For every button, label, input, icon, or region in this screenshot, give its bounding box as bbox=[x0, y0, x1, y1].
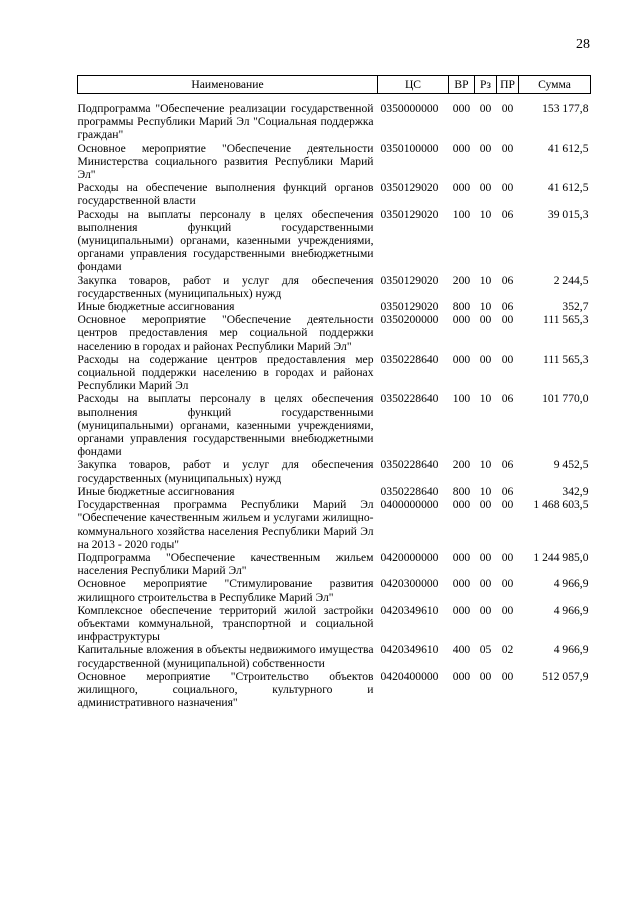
row-name: Основное мероприятие "Обеспечение деятельности Министерства социального развития Республики Марий Эл" bbox=[77, 141, 374, 182]
row-sum: 153 177,8 bbox=[542, 102, 589, 115]
table-row bbox=[78, 94, 591, 142]
row-rz: 05 bbox=[479, 643, 492, 657]
row-pr: 00 bbox=[501, 577, 514, 591]
row-vr: 000 bbox=[452, 603, 471, 617]
row-rz: 00 bbox=[479, 141, 492, 155]
row-name: Государственная программа Республики Марий Эл "Обеспечение качественным жильем и услугами жилищно-коммунального хозяйства населения Республики Марий Эл на 2013 - 2020 годы" bbox=[77, 498, 374, 551]
table-row bbox=[78, 142, 591, 182]
row-sum: 352,7 bbox=[562, 300, 589, 314]
table-row bbox=[78, 604, 591, 644]
row-rz: 10 bbox=[479, 392, 492, 406]
row-vr: 000 bbox=[452, 313, 471, 327]
row-pr: 00 bbox=[501, 498, 514, 512]
row-name: Комплексное обеспечение территорий жилой застройки объектами коммунальной, транспортной и социальной инфраструктуры bbox=[77, 603, 374, 644]
row-cs: 0350100000 bbox=[380, 141, 439, 155]
row-rz: 00 bbox=[479, 550, 492, 564]
table-row bbox=[78, 485, 591, 498]
table-row bbox=[78, 208, 591, 274]
row-pr: 00 bbox=[501, 550, 514, 564]
row-vr: 000 bbox=[452, 577, 471, 591]
row-cs: 0350129020 bbox=[380, 181, 439, 195]
row-vr: 000 bbox=[452, 102, 471, 115]
table-row bbox=[78, 300, 591, 313]
row-vr: 000 bbox=[452, 141, 471, 155]
row-rz: 00 bbox=[479, 313, 492, 327]
row-rz: 00 bbox=[479, 603, 492, 617]
row-cs: 0400000000 bbox=[380, 498, 439, 512]
row-sum: 4 966,9 bbox=[553, 603, 589, 617]
row-sum: 4 966,9 bbox=[553, 643, 589, 657]
table-row bbox=[78, 274, 591, 300]
row-rz: 00 bbox=[479, 498, 492, 512]
row-rz: 10 bbox=[479, 273, 492, 287]
table-row bbox=[78, 181, 591, 207]
page-number: 28 bbox=[576, 37, 590, 52]
row-cs: 0420400000 bbox=[380, 669, 439, 683]
table-row bbox=[78, 313, 591, 353]
row-rz: 00 bbox=[479, 669, 492, 683]
row-pr: 00 bbox=[501, 102, 514, 115]
budget-table bbox=[77, 75, 591, 709]
row-name: Закупка товаров, работ и услуг для обеспечения государственных (муниципальных) нужд bbox=[77, 273, 374, 300]
row-vr: 000 bbox=[452, 352, 471, 366]
row-pr: 00 bbox=[501, 352, 514, 366]
table-row bbox=[78, 392, 591, 458]
header-cs: ЦС bbox=[378, 76, 449, 94]
row-name: Подпрограмма "Обеспечение качественным жильем населения Республики Марий Эл" bbox=[77, 550, 374, 578]
row-name: Расходы на обеспечение выполнения функций органов государственной власти bbox=[77, 181, 374, 208]
row-vr: 400 bbox=[452, 643, 471, 657]
row-cs: 0350228640 bbox=[380, 484, 439, 498]
row-vr: 800 bbox=[452, 300, 471, 314]
row-cs: 0350228640 bbox=[380, 352, 439, 366]
row-rz: 10 bbox=[479, 484, 492, 498]
row-sum: 9 452,5 bbox=[553, 458, 589, 472]
row-sum: 111 565,3 bbox=[542, 313, 589, 327]
row-vr: 200 bbox=[452, 458, 471, 472]
row-pr: 00 bbox=[501, 603, 514, 617]
row-rz: 00 bbox=[479, 102, 492, 115]
row-pr: 02 bbox=[501, 643, 514, 657]
row-sum: 111 565,3 bbox=[542, 352, 589, 366]
table-row bbox=[78, 498, 591, 551]
row-cs: 0350129020 bbox=[380, 207, 439, 221]
header-rz: Рз bbox=[475, 76, 497, 94]
row-pr: 06 bbox=[501, 484, 514, 498]
row-name: Подпрограмма "Обеспечение реализации государственной программы Республики Марий Эл "Социальная поддержка граждан" bbox=[77, 102, 374, 142]
row-sum: 41 612,5 bbox=[547, 141, 589, 155]
row-cs: 0350228640 bbox=[380, 458, 439, 472]
row-vr: 800 bbox=[452, 484, 471, 498]
row-cs: 0350129020 bbox=[380, 273, 439, 287]
row-rz: 00 bbox=[479, 577, 492, 591]
row-vr: 100 bbox=[452, 207, 471, 221]
row-name: Капитальные вложения в объекты недвижимого имущества государственной (муниципальной) собственности bbox=[77, 643, 374, 670]
row-rz: 00 bbox=[479, 181, 492, 195]
row-name: Основное мероприятие "Обеспечение деятельности центров предоставления мер социальной поддержки населению в городах и районах Республики Марий Эл" bbox=[77, 313, 374, 353]
row-rz: 10 bbox=[479, 458, 492, 472]
row-pr: 00 bbox=[501, 181, 514, 195]
row-cs: 0350129020 bbox=[380, 300, 439, 314]
row-pr: 00 bbox=[501, 141, 514, 155]
header-name: Наименование bbox=[78, 76, 378, 94]
row-cs: 0350228640 bbox=[380, 392, 439, 406]
row-vr: 000 bbox=[452, 498, 471, 512]
table-row bbox=[78, 551, 591, 577]
table-row bbox=[78, 670, 591, 710]
row-sum: 2 244,5 bbox=[553, 273, 589, 287]
row-pr: 00 bbox=[501, 313, 514, 327]
header-sum: Сумма bbox=[519, 76, 591, 94]
row-name: Основное мероприятие "Стимулирование развития жилищного строительства в Республике Марий Эл" bbox=[77, 577, 374, 604]
row-name: Расходы на выплаты персоналу в целях обеспечения выполнения функций государственными (муниципальными) органами, казенными учреждениями, органами управления государственными внебюджетными фондами bbox=[77, 207, 374, 274]
row-cs: 0420349610 bbox=[380, 643, 439, 657]
header-pr: ПР bbox=[497, 76, 519, 94]
row-sum: 4 966,9 bbox=[553, 577, 589, 591]
row-pr: 06 bbox=[501, 207, 514, 221]
table-row bbox=[78, 353, 591, 393]
row-sum: 1 468 603,5 bbox=[533, 498, 589, 512]
row-name: Закупка товаров, работ и услуг для обеспечения государственных (муниципальных) нужд bbox=[77, 458, 374, 485]
row-pr: 06 bbox=[501, 300, 514, 314]
row-vr: 000 bbox=[452, 550, 471, 564]
row-pr: 06 bbox=[501, 392, 514, 406]
table-header-row bbox=[78, 76, 591, 94]
table-row bbox=[78, 458, 591, 484]
row-rz: 00 bbox=[479, 352, 492, 366]
row-cs: 0350200000 bbox=[380, 313, 439, 327]
row-vr: 000 bbox=[452, 181, 471, 195]
row-sum: 342,9 bbox=[562, 484, 589, 498]
row-name: Основное мероприятие "Строительство объектов жилищного, социального, культурного и административного назначения" bbox=[77, 669, 374, 710]
row-cs: 0420300000 bbox=[380, 577, 439, 591]
row-name: Иные бюджетные ассигнования bbox=[77, 484, 235, 498]
row-name: Расходы на содержание центров предоставления мер социальной поддержки населению в городах и районах Республики Марий Эл bbox=[77, 352, 374, 393]
header-vr: ВР bbox=[449, 76, 475, 94]
table-row bbox=[78, 643, 591, 669]
row-sum: 512 057,9 bbox=[542, 669, 589, 683]
row-sum: 101 770,0 bbox=[542, 392, 589, 406]
row-vr: 100 bbox=[452, 392, 471, 406]
row-cs: 0350000000 bbox=[380, 102, 439, 115]
row-pr: 06 bbox=[501, 458, 514, 472]
row-rz: 10 bbox=[479, 300, 492, 314]
row-sum: 1 244 985,0 bbox=[533, 550, 589, 564]
row-name: Расходы на выплаты персоналу в целях обеспечения выполнения функций государственными (муниципальными) органами, казенными учреждениями, органами управления государственными внебюджетными фондами bbox=[77, 392, 374, 459]
row-cs: 0420349610 bbox=[380, 603, 439, 617]
table-row bbox=[78, 577, 591, 603]
row-sum: 39 015,3 bbox=[547, 207, 589, 221]
row-sum: 41 612,5 bbox=[547, 181, 589, 195]
row-cs: 0420000000 bbox=[380, 550, 439, 564]
row-vr: 200 bbox=[452, 273, 471, 287]
row-pr: 06 bbox=[501, 273, 514, 287]
row-pr: 00 bbox=[501, 669, 514, 683]
row-rz: 10 bbox=[479, 207, 492, 221]
row-name: Иные бюджетные ассигнования bbox=[77, 300, 235, 314]
row-vr: 000 bbox=[452, 669, 471, 683]
